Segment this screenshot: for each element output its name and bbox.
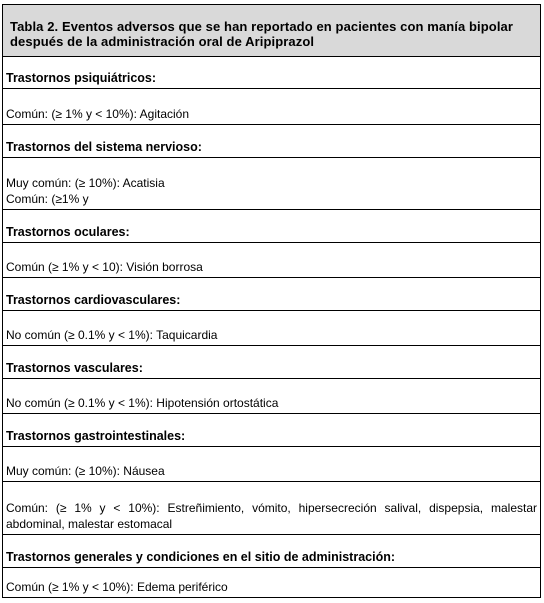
section-header-vascular (3, 346, 540, 379)
table-row (3, 482, 540, 535)
section-header-cardiovascular (3, 278, 540, 311)
table-row (3, 158, 540, 210)
event-entry-multi (6, 175, 537, 207)
table-row (3, 568, 540, 597)
table-row (3, 243, 540, 278)
section-header-label: Trastornos cardiovasculares: (6, 293, 181, 307)
section-header-label: Trastornos generales y condiciones en el sitio de administración: (6, 550, 396, 564)
event-entry: Común: (≥ 1% y < 10%): Estreñimiento, vómito, hipersecreción salival, dispepsia, malestar abdominal, malestar estomacal (6, 501, 537, 531)
section-header-label: Trastornos gastrointestinales: (6, 429, 186, 443)
section-header-psychiatric (3, 57, 540, 89)
event-entry: No común (≥ 0.1% y < 1%): Hipotensión ortostática (6, 396, 279, 410)
section-header-ocular (3, 210, 540, 243)
section-header-label: Trastornos del sistema nervioso: (6, 140, 202, 154)
section-header-label: Trastornos oculares: (6, 225, 130, 239)
section-header-gastrointestinal (3, 414, 540, 447)
event-entry: Común (≥ 1% y < 10): Visión borrosa (6, 260, 203, 274)
event-entry: Muy común: (≥ 10%): Náusea (6, 464, 165, 478)
section-header-label: Trastornos vasculares: (6, 361, 143, 375)
section-header-nervous-system (3, 125, 540, 158)
event-entry: No común (≥ 0.1% y < 1%): Taquicardia (6, 328, 218, 342)
section-header-label: Trastornos psiquiátricos: (6, 71, 157, 85)
table-row (3, 89, 540, 125)
event-entry-line: Común: (≥1% y (6, 192, 89, 206)
table-row (3, 447, 540, 482)
event-entry: Común: (≥ 1% y < 10%): Agitación (6, 107, 190, 121)
adverse-events-table (2, 4, 541, 598)
event-entry-line: Muy común: (≥ 10%): Acatisia (6, 176, 165, 190)
event-entry: Común (≥ 1% y < 10%): Edema periférico (6, 580, 228, 594)
table-title: Tabla 2. Eventos adversos que se han reportado en pacientes con manía bipolar después de la administración oral de Aripiprazol (3, 5, 540, 57)
section-header-general (3, 535, 540, 568)
table-row (3, 379, 540, 414)
table-row (3, 311, 540, 346)
